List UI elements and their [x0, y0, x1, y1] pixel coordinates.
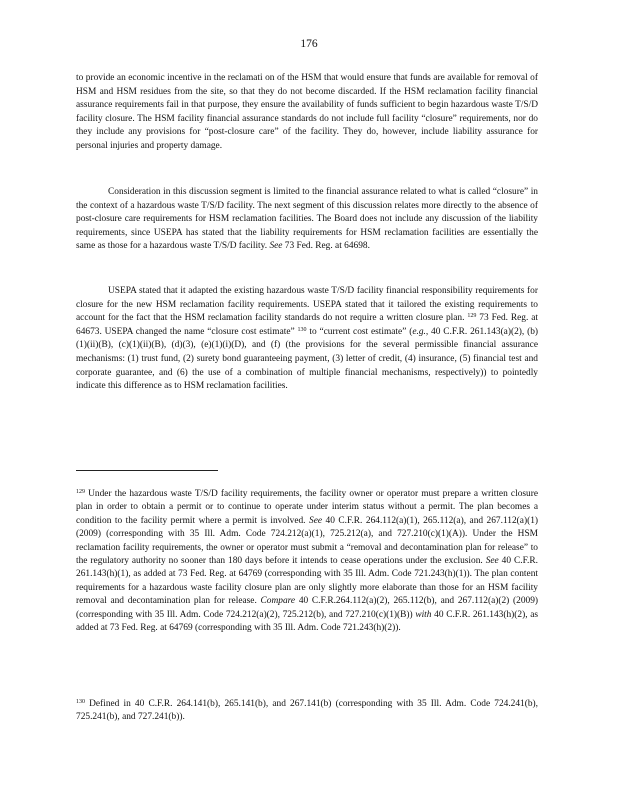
footnote-129-text-c: 40 C.F.R. 261.143(h)(1), as added at 73 Fed. Reg. at 64769 (corresponding with 35 Ill. Adm. Code 721.243(h)(1)). The plan content requirements for a hazardous waste facility closure plan are only slightly more elaborate than those for an HSM facility removal and decontamination plan for release.: [76, 556, 538, 607]
footnote-number: 130: [76, 699, 85, 705]
footnote-129-text-a: Under the hazardous waste T/S/D facility requirements, the facility owner or operator must prepare a written closure plan in order to obtain a permit or to continue to operate under interim status without a permit. The plan becomes a condition to the facility permit where a permit is involved.: [76, 489, 538, 526]
paragraph-2: [76, 186, 538, 254]
paragraph-2-text-b: 73 Fed. Reg. at 64698.: [284, 241, 370, 252]
footnote-separator: [76, 470, 218, 471]
footnote-number: 129: [76, 489, 85, 495]
footnote-129-text-d: 40 C.F.R.264.112(a)(2), 265.112(b), and 267.112(a)(2) (2009) (corresponding with 35 Ill. Adm. Code 724.212(a)(2), 725.212(b), and 727.210(c)(1)(B)): [76, 596, 539, 620]
footnote-129-text-e: 40 C.F.R. 261.143(h)(2), as added at 73 Fed. Reg. at 64769 (corresponding with 35 Ill. Adm. Code 721.243(h)(2)).: [76, 609, 539, 634]
paragraph-3-text-a: USEPA stated that it adapted the existing hazardous waste T/S/D facility financial responsibility requirements for closure for the new HSM reclamation facility requirements. USEPA stated that it tailored the existing requirements to account for the fact that the HSM reclamation facility standards do not require a written closure plan.: [76, 286, 538, 324]
paragraph-3: [76, 285, 538, 394]
footnote-129-text-b: 40 C.F.R. 264.112(a)(1), 265.112(a), and 267.112(a)(1) (2009) (corresponding with 35 Ill. Adm. Code 724.212(a)(1), 725.212(a), and 727.210(c)(1)(A)). Under the HSM reclamation facility requirements, the owner or operator must submit a “removal and decontamination plan for release” to the regulatory authority no sooner than 180 days before it intends to cease operations under the exclusion.: [76, 515, 539, 567]
see-signal: See: [485, 556, 499, 567]
footnote-130-text: Defined in 40 C.F.R. 264.141(b), 265.141(b), and 267.141(b) (corresponding with 35 Ill. Adm. Code 724.241(b), 725.241(b), and 727.241(b)).: [76, 699, 539, 723]
footnote-130: [76, 698, 538, 725]
paragraph-2-text-a: Consideration in this discussion segment is limited to the financial assurance related to what is called “closure” in the context of a hazardous waste T/S/D facility. The next segment of this discussion relates more directly to the absence of post-closure care requirements for HSM reclamation facilities. The Board does not include any discussion of the liability requirements, since USEPA has stated that the liability requirements for HSM reclamation facilities are essentially the same as those for a hazardous waste T/S/D facility.: [76, 187, 538, 252]
footnote-ref-129[interactable]: 129: [467, 313, 477, 320]
see-signal: See: [309, 515, 323, 526]
page-number: 176: [300, 38, 318, 50]
with-signal: with: [415, 609, 432, 620]
footnote-ref-130[interactable]: 130: [297, 326, 307, 333]
see-signal: See: [269, 241, 283, 252]
paragraph-3-text-d: , 40 C.F.R. 261.143(a)(2), (b)(1)(ii)(B), (c)(1)(ii)(B), (d)(3), (e)(1)(i)(D), and (f) (the provisions for the several permissible financial assurance mechanisms: (1) trust fund, (2) surety bond guaranteeing payment, (3) letter of credit, (4) insurance, (5) financial test and corporate guarantee, and (6) the use of a combination of multiple financial mechanisms, respectively)) to pointedly indicate this difference as to HSM reclamation facilities.: [76, 326, 539, 392]
paragraph-1: to provide an economic incentive in the reclamati on of the HSM that would ensure that funds are available for removal of HSM and HSM residues from the site, so that they do not become discarded. If the HSM reclamation facility financial assurance requirements fail in that purpose, they ensure the availability of funds sufficient to begin hazardous waste T/S/D facility closure. The HSM facility financial assurance standards do not include full facility “closure” requirements, nor do they include any provisions for “post-closure care” of the facility. They do, however, include liability assurance for personal injuries and property damage.: [76, 73, 538, 151]
compare-signal: Compare: [260, 596, 296, 607]
footnote-129: [76, 488, 538, 635]
paragraph-3-text-c: to “current cost estimate” (: [309, 326, 413, 337]
paragraph-3-text-b: 73 Fed. Reg. at 64673. USEPA changed the name “closure cost estimate”: [76, 313, 539, 337]
eg-signal: e.g.: [412, 326, 426, 337]
